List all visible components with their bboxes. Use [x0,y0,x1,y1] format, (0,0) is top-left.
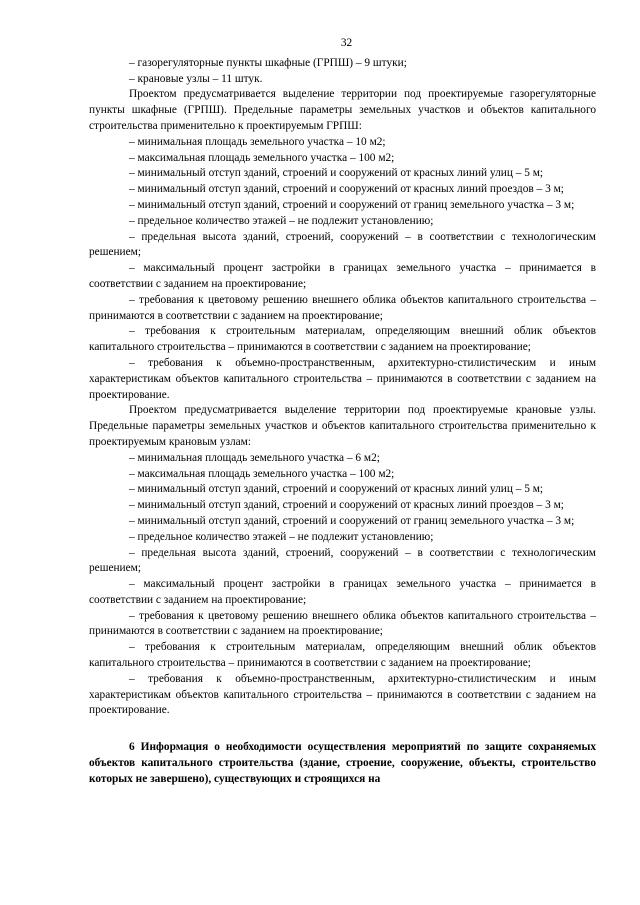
paragraph: – предельная высота зданий, строений, сооружений – в соответствии с технологическим решением; [89,230,596,259]
page-number: 32 [340,37,353,49]
paragraph: – минимальная площадь земельного участка – 10 м2; [129,135,386,148]
paragraph: – требования к строительным материалам, определяющим внешний облик объектов капитального строительства – принимаются в соответствии с заданием на проектирование; [89,325,596,354]
paragraph: – минимальный отступ зданий, строений и сооружений от красных линий улиц – 5 м; [129,167,544,180]
paragraph: – максимальная площадь земельного участка – 100 м2; [129,467,395,480]
paragraph: – газорегуляторные пункты шкафные (ГРПШ) – 9 штуки; [129,56,407,69]
paragraph: – предельное количество этажей – не подлежит установлению; [129,530,434,543]
paragraph: – требования к объемно-пространственным, архитектурно-стилистическим и иным характеристикам объектов капитального строительства – принимаются в соответствии с заданием на проектирование. [89,672,596,717]
paragraph: – предельное количество этажей – не подлежит установлению; [129,214,434,227]
section-heading: 6 Информация о необходимости осуществления мероприятий по защите сохраняемых объектов капитального строительства (здание, строение, сооружение, объекты, строительство которых не завершено), существующих и строящихся на [89,741,596,786]
paragraph: – минимальный отступ зданий, строений и сооружений от границ земельного участка – 3 м; [129,514,575,527]
paragraph: – максимальная площадь земельного участка – 100 м2; [129,151,395,164]
document-page [89,36,596,787]
paragraph: – требования к строительным материалам, определяющим внешний облик объектов капитального строительства – принимаются в соответствии с заданием на проектирование; [89,641,596,670]
paragraph: – минимальный отступ зданий, строений и сооружений от красных линий проездов – 3 м; [129,499,564,512]
paragraph: – минимальный отступ зданий, строений и сооружений от красных линий улиц – 5 м; [129,483,544,496]
paragraph: – требования к объемно-пространственным, архитектурно-стилистическим и иным характеристикам объектов капитального строительства – принимаются в соответствии с заданием на проектирование. [89,356,596,401]
paragraph: – требования к цветовому решению внешнего облика объектов капитального строительства – принимаются в соответствии с заданием на проектирование; [89,293,596,322]
paragraph: – крановые узлы – 11 штук. [129,72,263,85]
paragraph: – минимальный отступ зданий, строений и сооружений от красных линий проездов – 3 м; [129,183,564,196]
paragraph: Проектом предусматривается выделение территории под проектируемые крановые узлы. Предельные параметры земельных участков и объектов капитального строительства применительно к проектируемым крановым узлам: [89,404,596,448]
paragraph: – минимальная площадь земельного участка – 6 м2; [129,451,380,464]
paragraph: – требования к цветовому решению внешнего облика объектов капитального строительства – принимаются в соответствии с заданием на проектирование; [89,609,596,638]
paragraph: Проектом предусматривается выделение территории под проектируемые газорегуляторные пункты шкафные (ГРПШ). Предельные параметры земельных участков и объектов капитального строительства применительно к проектируемым ГРПШ: [89,88,596,132]
paragraph: – предельная высота зданий, строений, сооружений – в соответствии с технологическим решением; [89,546,596,575]
paragraph: – минимальный отступ зданий, строений и сооружений от границ земельного участка – 3 м; [129,198,575,211]
paragraph: – максимальный процент застройки в границах земельного участка – принимается в соответствии с заданием на проектирование; [89,262,596,290]
paragraph: – максимальный процент застройки в границах земельного участка – принимается в соответствии с заданием на проектирование; [89,578,596,606]
